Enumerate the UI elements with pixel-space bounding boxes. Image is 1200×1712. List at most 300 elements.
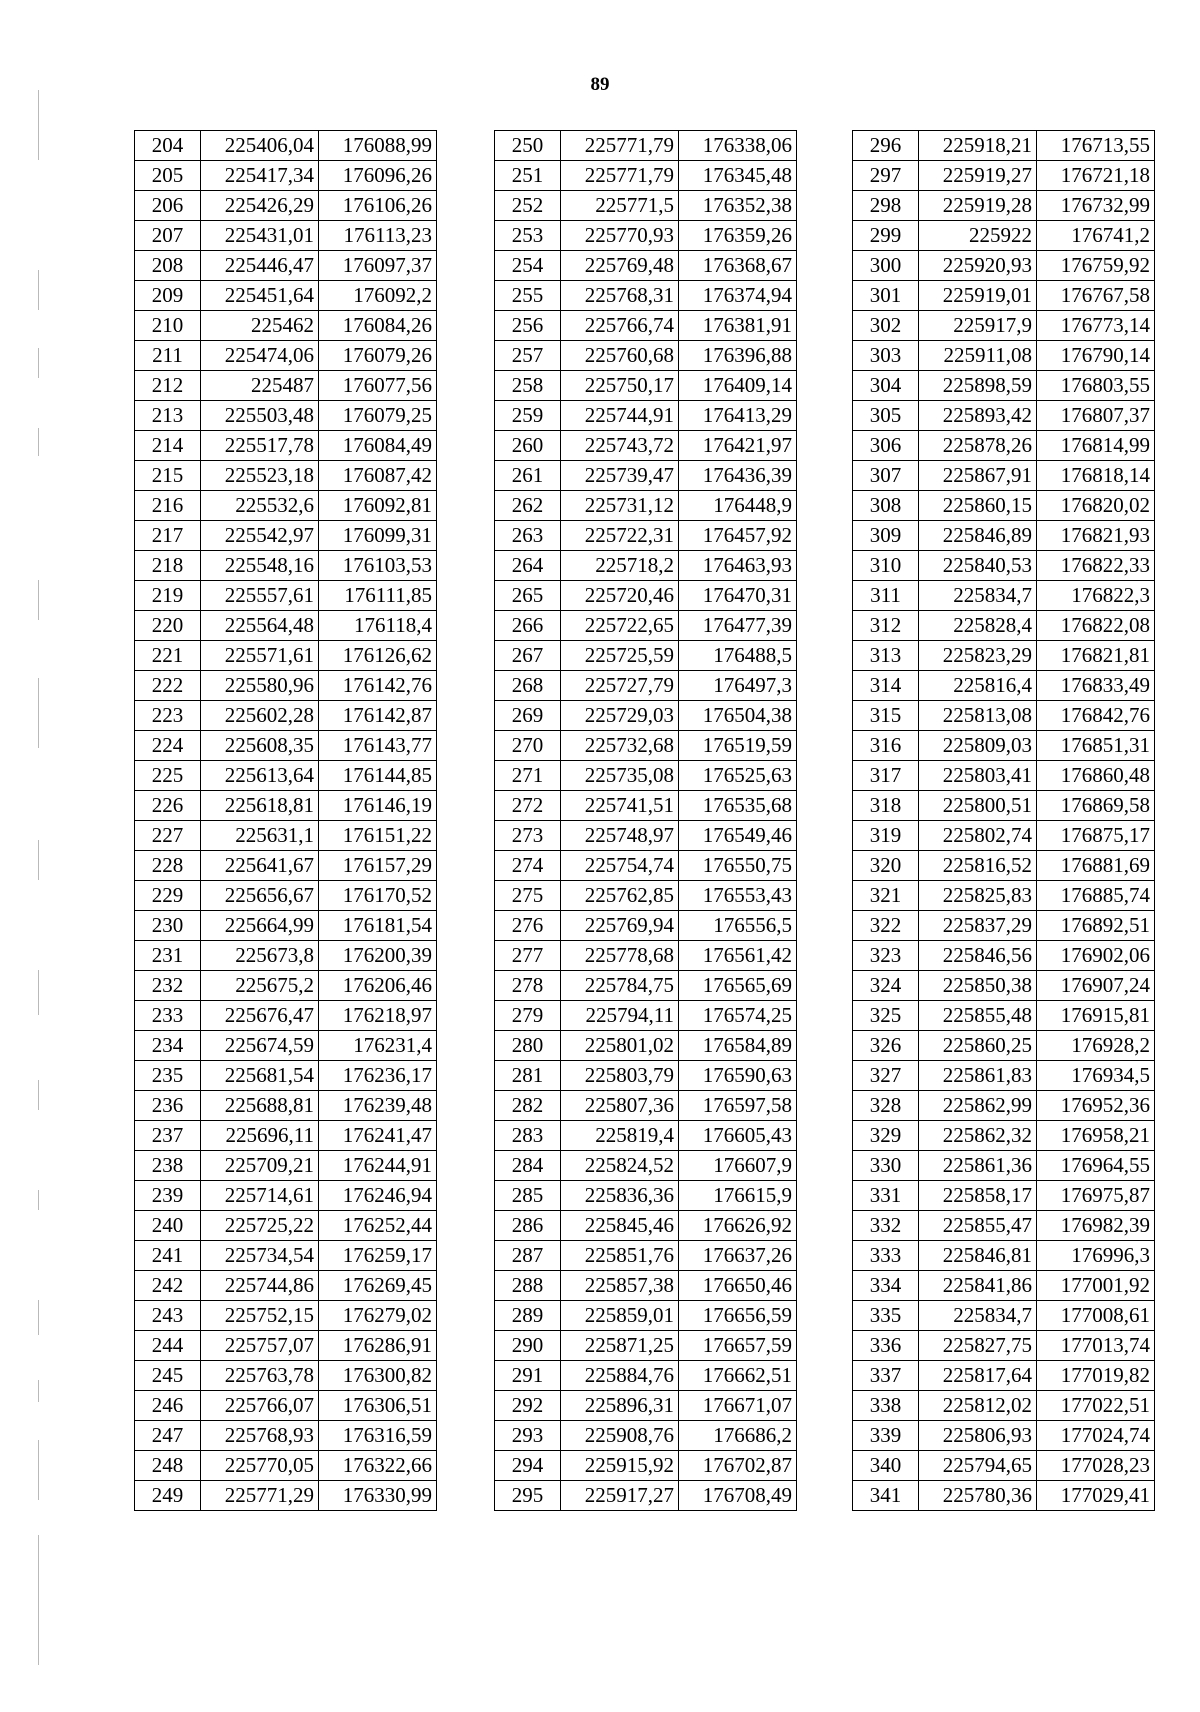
table-row	[135, 1151, 437, 1181]
point-number: 242	[135, 1271, 201, 1301]
point-number: 312	[853, 611, 919, 641]
x-coordinate: 225771,79	[561, 131, 679, 161]
x-coordinate: 225918,21	[919, 131, 1037, 161]
y-coordinate: 176818,14	[1037, 461, 1155, 491]
table-row	[135, 851, 437, 881]
y-coordinate: 176470,31	[679, 581, 797, 611]
y-coordinate: 176662,51	[679, 1361, 797, 1391]
x-coordinate: 225771,29	[201, 1481, 319, 1511]
table-row	[135, 941, 437, 971]
point-number: 255	[495, 281, 561, 311]
point-number: 235	[135, 1061, 201, 1091]
y-coordinate: 176833,49	[1037, 671, 1155, 701]
table-row	[853, 221, 1155, 251]
y-coordinate: 176875,17	[1037, 821, 1155, 851]
y-coordinate: 176497,3	[679, 671, 797, 701]
y-coordinate: 177028,23	[1037, 1451, 1155, 1481]
table-row	[135, 461, 437, 491]
table-row	[853, 521, 1155, 551]
point-number: 258	[495, 371, 561, 401]
table-row	[495, 611, 797, 641]
x-coordinate: 225846,56	[919, 941, 1037, 971]
table-row	[495, 881, 797, 911]
y-coordinate: 176181,54	[319, 911, 437, 941]
x-coordinate: 225720,46	[561, 581, 679, 611]
x-coordinate: 225780,36	[919, 1481, 1037, 1511]
point-number: 313	[853, 641, 919, 671]
y-coordinate: 176597,58	[679, 1091, 797, 1121]
point-number: 307	[853, 461, 919, 491]
y-coordinate: 176975,87	[1037, 1181, 1155, 1211]
table-row	[495, 1211, 797, 1241]
table-row	[495, 521, 797, 551]
y-coordinate: 176088,99	[319, 131, 437, 161]
table-row	[135, 281, 437, 311]
x-coordinate: 225757,07	[201, 1331, 319, 1361]
point-number: 214	[135, 431, 201, 461]
point-number: 228	[135, 851, 201, 881]
table-row	[135, 1481, 437, 1511]
y-coordinate: 176092,2	[319, 281, 437, 311]
point-number: 211	[135, 341, 201, 371]
y-coordinate: 176231,4	[319, 1031, 437, 1061]
y-coordinate: 176549,46	[679, 821, 797, 851]
y-coordinate: 176244,91	[319, 1151, 437, 1181]
y-coordinate: 177024,74	[1037, 1421, 1155, 1451]
point-number: 243	[135, 1301, 201, 1331]
x-coordinate: 225807,36	[561, 1091, 679, 1121]
x-coordinate: 225675,2	[201, 971, 319, 1001]
x-coordinate: 225532,6	[201, 491, 319, 521]
point-number: 321	[853, 881, 919, 911]
table-row	[853, 821, 1155, 851]
y-coordinate: 176915,81	[1037, 1001, 1155, 1031]
x-coordinate: 225867,91	[919, 461, 1037, 491]
table-row	[495, 911, 797, 941]
table-row	[495, 1241, 797, 1271]
point-number: 266	[495, 611, 561, 641]
point-number: 328	[853, 1091, 919, 1121]
x-coordinate: 225564,48	[201, 611, 319, 641]
y-coordinate: 176958,21	[1037, 1121, 1155, 1151]
table-row	[853, 161, 1155, 191]
x-coordinate: 225770,93	[561, 221, 679, 251]
point-number: 335	[853, 1301, 919, 1331]
x-coordinate: 225631,1	[201, 821, 319, 851]
point-number: 334	[853, 1271, 919, 1301]
x-coordinate: 225725,22	[201, 1211, 319, 1241]
y-coordinate: 176097,37	[319, 251, 437, 281]
point-number: 287	[495, 1241, 561, 1271]
y-coordinate: 176671,07	[679, 1391, 797, 1421]
table-row	[853, 1151, 1155, 1181]
x-coordinate: 225548,16	[201, 551, 319, 581]
point-number: 276	[495, 911, 561, 941]
x-coordinate: 225748,97	[561, 821, 679, 851]
x-coordinate: 225860,25	[919, 1031, 1037, 1061]
table-row	[495, 581, 797, 611]
x-coordinate: 225602,28	[201, 701, 319, 731]
point-number: 333	[853, 1241, 919, 1271]
point-number: 227	[135, 821, 201, 851]
y-coordinate: 176615,9	[679, 1181, 797, 1211]
table-row	[495, 431, 797, 461]
table-row	[853, 551, 1155, 581]
point-number: 240	[135, 1211, 201, 1241]
y-coordinate: 176463,93	[679, 551, 797, 581]
point-number: 267	[495, 641, 561, 671]
table-row	[135, 521, 437, 551]
table-row	[853, 611, 1155, 641]
y-coordinate: 176964,55	[1037, 1151, 1155, 1181]
y-coordinate: 176605,43	[679, 1121, 797, 1151]
point-number: 239	[135, 1181, 201, 1211]
table-row	[495, 461, 797, 491]
table-row	[495, 401, 797, 431]
table-row	[495, 1121, 797, 1151]
point-number: 277	[495, 941, 561, 971]
point-number: 249	[135, 1481, 201, 1511]
x-coordinate: 225768,93	[201, 1421, 319, 1451]
point-number: 208	[135, 251, 201, 281]
table-row	[853, 671, 1155, 701]
x-coordinate: 225884,76	[561, 1361, 679, 1391]
point-number: 337	[853, 1361, 919, 1391]
table-row	[853, 1421, 1155, 1451]
y-coordinate: 176851,31	[1037, 731, 1155, 761]
table-row	[853, 1481, 1155, 1511]
x-coordinate: 225878,26	[919, 431, 1037, 461]
x-coordinate: 225813,08	[919, 701, 1037, 731]
point-number: 332	[853, 1211, 919, 1241]
table-row	[495, 671, 797, 701]
table-row	[853, 731, 1155, 761]
y-coordinate: 176087,42	[319, 461, 437, 491]
x-coordinate: 225827,75	[919, 1331, 1037, 1361]
point-number: 311	[853, 581, 919, 611]
x-coordinate: 225446,47	[201, 251, 319, 281]
y-coordinate: 176330,99	[319, 1481, 437, 1511]
y-coordinate: 176550,75	[679, 851, 797, 881]
point-number: 247	[135, 1421, 201, 1451]
point-number: 224	[135, 731, 201, 761]
x-coordinate: 225817,64	[919, 1361, 1037, 1391]
y-coordinate: 176525,63	[679, 761, 797, 791]
x-coordinate: 225911,08	[919, 341, 1037, 371]
y-coordinate: 176860,48	[1037, 761, 1155, 791]
table-row	[495, 1481, 797, 1511]
table-row	[495, 551, 797, 581]
x-coordinate: 225834,7	[919, 1301, 1037, 1331]
y-coordinate: 176448,9	[679, 491, 797, 521]
table-row	[135, 581, 437, 611]
point-number: 248	[135, 1451, 201, 1481]
table-row	[853, 641, 1155, 671]
y-coordinate: 176099,31	[319, 521, 437, 551]
y-coordinate: 176113,23	[319, 221, 437, 251]
table-row	[853, 1331, 1155, 1361]
x-coordinate: 225714,61	[201, 1181, 319, 1211]
table-row	[853, 1061, 1155, 1091]
y-coordinate: 176504,38	[679, 701, 797, 731]
y-coordinate: 176279,02	[319, 1301, 437, 1331]
y-coordinate: 176252,44	[319, 1211, 437, 1241]
table-row	[853, 431, 1155, 461]
y-coordinate: 176368,67	[679, 251, 797, 281]
x-coordinate: 225919,28	[919, 191, 1037, 221]
x-coordinate: 225731,12	[561, 491, 679, 521]
x-coordinate: 225557,61	[201, 581, 319, 611]
y-coordinate: 176885,74	[1037, 881, 1155, 911]
x-coordinate: 225919,01	[919, 281, 1037, 311]
y-coordinate: 176142,76	[319, 671, 437, 701]
point-number: 222	[135, 671, 201, 701]
table-row	[495, 1061, 797, 1091]
table-row	[495, 491, 797, 521]
point-number: 226	[135, 791, 201, 821]
point-number: 322	[853, 911, 919, 941]
table-row	[853, 1031, 1155, 1061]
table-row	[853, 911, 1155, 941]
table-row	[853, 761, 1155, 791]
table-row	[853, 1361, 1155, 1391]
table-row	[495, 971, 797, 1001]
y-coordinate: 177019,82	[1037, 1361, 1155, 1391]
coordinates-table-3	[852, 130, 1155, 1511]
x-coordinate: 225917,27	[561, 1481, 679, 1511]
point-number: 280	[495, 1031, 561, 1061]
table-row	[853, 251, 1155, 281]
y-coordinate: 176096,26	[319, 161, 437, 191]
x-coordinate: 225806,93	[919, 1421, 1037, 1451]
x-coordinate: 225893,42	[919, 401, 1037, 431]
point-number: 233	[135, 1001, 201, 1031]
point-number: 304	[853, 371, 919, 401]
table-row	[853, 131, 1155, 161]
y-coordinate: 176151,22	[319, 821, 437, 851]
x-coordinate: 225762,85	[561, 881, 679, 911]
point-number: 223	[135, 701, 201, 731]
table-row	[135, 1091, 437, 1121]
point-number: 256	[495, 311, 561, 341]
x-coordinate: 225608,35	[201, 731, 319, 761]
x-coordinate: 225919,27	[919, 161, 1037, 191]
y-coordinate: 176996,3	[1037, 1241, 1155, 1271]
x-coordinate: 225771,79	[561, 161, 679, 191]
table-row	[135, 1391, 437, 1421]
x-coordinate: 225451,64	[201, 281, 319, 311]
y-coordinate: 176902,06	[1037, 941, 1155, 971]
point-number: 318	[853, 791, 919, 821]
y-coordinate: 176822,33	[1037, 551, 1155, 581]
point-number: 215	[135, 461, 201, 491]
y-coordinate: 176907,24	[1037, 971, 1155, 1001]
x-coordinate: 225656,67	[201, 881, 319, 911]
y-coordinate: 176359,26	[679, 221, 797, 251]
point-number: 229	[135, 881, 201, 911]
point-number: 236	[135, 1091, 201, 1121]
y-coordinate: 176759,92	[1037, 251, 1155, 281]
table-row	[495, 1031, 797, 1061]
table-row	[135, 1301, 437, 1331]
point-number: 293	[495, 1421, 561, 1451]
y-coordinate: 176928,2	[1037, 1031, 1155, 1061]
point-number: 301	[853, 281, 919, 311]
table-row	[853, 1271, 1155, 1301]
x-coordinate: 225846,81	[919, 1241, 1037, 1271]
y-coordinate: 176713,55	[1037, 131, 1155, 161]
y-coordinate: 176881,69	[1037, 851, 1155, 881]
table-row	[853, 701, 1155, 731]
x-coordinate: 225673,8	[201, 941, 319, 971]
x-coordinate: 225580,96	[201, 671, 319, 701]
x-coordinate: 225861,83	[919, 1061, 1037, 1091]
y-coordinate: 176637,26	[679, 1241, 797, 1271]
y-coordinate: 176338,06	[679, 131, 797, 161]
table-row	[853, 491, 1155, 521]
y-coordinate: 176822,3	[1037, 581, 1155, 611]
y-coordinate: 176656,59	[679, 1301, 797, 1331]
table-row	[495, 1151, 797, 1181]
x-coordinate: 225834,7	[919, 581, 1037, 611]
y-coordinate: 176767,58	[1037, 281, 1155, 311]
table-row	[135, 791, 437, 821]
y-coordinate: 176741,2	[1037, 221, 1155, 251]
y-coordinate: 176657,59	[679, 1331, 797, 1361]
y-coordinate: 176306,51	[319, 1391, 437, 1421]
x-coordinate: 225613,64	[201, 761, 319, 791]
point-number: 261	[495, 461, 561, 491]
point-number: 251	[495, 161, 561, 191]
x-coordinate: 225664,99	[201, 911, 319, 941]
x-coordinate: 225824,52	[561, 1151, 679, 1181]
table-row	[495, 1331, 797, 1361]
coordinates-table-2	[494, 130, 797, 1511]
point-number: 274	[495, 851, 561, 881]
x-coordinate: 225763,78	[201, 1361, 319, 1391]
point-number: 220	[135, 611, 201, 641]
point-number: 302	[853, 311, 919, 341]
table-row	[135, 881, 437, 911]
page-number: 89	[590, 74, 610, 95]
y-coordinate: 176732,99	[1037, 191, 1155, 221]
y-coordinate: 176269,45	[319, 1271, 437, 1301]
x-coordinate: 225851,76	[561, 1241, 679, 1271]
table-row	[853, 941, 1155, 971]
x-coordinate: 225920,93	[919, 251, 1037, 281]
table-row	[495, 371, 797, 401]
y-coordinate: 176535,68	[679, 791, 797, 821]
x-coordinate: 225571,61	[201, 641, 319, 671]
table-row	[135, 1241, 437, 1271]
point-number: 253	[495, 221, 561, 251]
y-coordinate: 176982,39	[1037, 1211, 1155, 1241]
y-coordinate: 176590,63	[679, 1061, 797, 1091]
table-row	[135, 551, 437, 581]
table-row	[495, 1361, 797, 1391]
point-number: 288	[495, 1271, 561, 1301]
point-number: 309	[853, 521, 919, 551]
y-coordinate: 176626,92	[679, 1211, 797, 1241]
table-row	[135, 191, 437, 221]
x-coordinate: 225743,72	[561, 431, 679, 461]
x-coordinate: 225725,59	[561, 641, 679, 671]
table-row	[495, 701, 797, 731]
point-number: 316	[853, 731, 919, 761]
table-row	[495, 821, 797, 851]
point-number: 212	[135, 371, 201, 401]
x-coordinate: 225837,29	[919, 911, 1037, 941]
point-number: 241	[135, 1241, 201, 1271]
y-coordinate: 176300,82	[319, 1361, 437, 1391]
y-coordinate: 176842,76	[1037, 701, 1155, 731]
table-row	[135, 611, 437, 641]
y-coordinate: 176821,93	[1037, 521, 1155, 551]
x-coordinate: 225825,83	[919, 881, 1037, 911]
y-coordinate: 176352,38	[679, 191, 797, 221]
x-coordinate: 225739,47	[561, 461, 679, 491]
point-number: 325	[853, 1001, 919, 1031]
y-coordinate: 176477,39	[679, 611, 797, 641]
x-coordinate: 225915,92	[561, 1451, 679, 1481]
x-coordinate: 225819,4	[561, 1121, 679, 1151]
point-number: 294	[495, 1451, 561, 1481]
x-coordinate: 225752,15	[201, 1301, 319, 1331]
y-coordinate: 176079,25	[319, 401, 437, 431]
x-coordinate: 225709,21	[201, 1151, 319, 1181]
point-number: 263	[495, 521, 561, 551]
y-coordinate: 176084,49	[319, 431, 437, 461]
y-coordinate: 176488,5	[679, 641, 797, 671]
table-row	[135, 671, 437, 701]
table-row	[495, 641, 797, 671]
y-coordinate: 176584,89	[679, 1031, 797, 1061]
x-coordinate: 225857,38	[561, 1271, 679, 1301]
y-coordinate: 176106,26	[319, 191, 437, 221]
point-number: 268	[495, 671, 561, 701]
y-coordinate: 176241,47	[319, 1121, 437, 1151]
table-row	[853, 1391, 1155, 1421]
point-number: 279	[495, 1001, 561, 1031]
x-coordinate: 225823,29	[919, 641, 1037, 671]
table-row	[853, 1181, 1155, 1211]
y-coordinate: 176259,17	[319, 1241, 437, 1271]
point-number: 284	[495, 1151, 561, 1181]
x-coordinate: 225908,76	[561, 1421, 679, 1451]
x-coordinate: 225784,75	[561, 971, 679, 1001]
x-coordinate: 225778,68	[561, 941, 679, 971]
point-number: 306	[853, 431, 919, 461]
x-coordinate: 225732,68	[561, 731, 679, 761]
point-number: 262	[495, 491, 561, 521]
point-number: 289	[495, 1301, 561, 1331]
x-coordinate: 225794,65	[919, 1451, 1037, 1481]
x-coordinate: 225431,01	[201, 221, 319, 251]
x-coordinate: 225841,86	[919, 1271, 1037, 1301]
point-number: 275	[495, 881, 561, 911]
point-number: 305	[853, 401, 919, 431]
y-coordinate: 176409,14	[679, 371, 797, 401]
y-coordinate: 176708,49	[679, 1481, 797, 1511]
y-coordinate: 177001,92	[1037, 1271, 1155, 1301]
y-coordinate: 176790,14	[1037, 341, 1155, 371]
table-row	[135, 221, 437, 251]
point-number: 219	[135, 581, 201, 611]
table-row	[135, 431, 437, 461]
y-coordinate: 176952,36	[1037, 1091, 1155, 1121]
table-row	[135, 311, 437, 341]
x-coordinate: 225771,5	[561, 191, 679, 221]
